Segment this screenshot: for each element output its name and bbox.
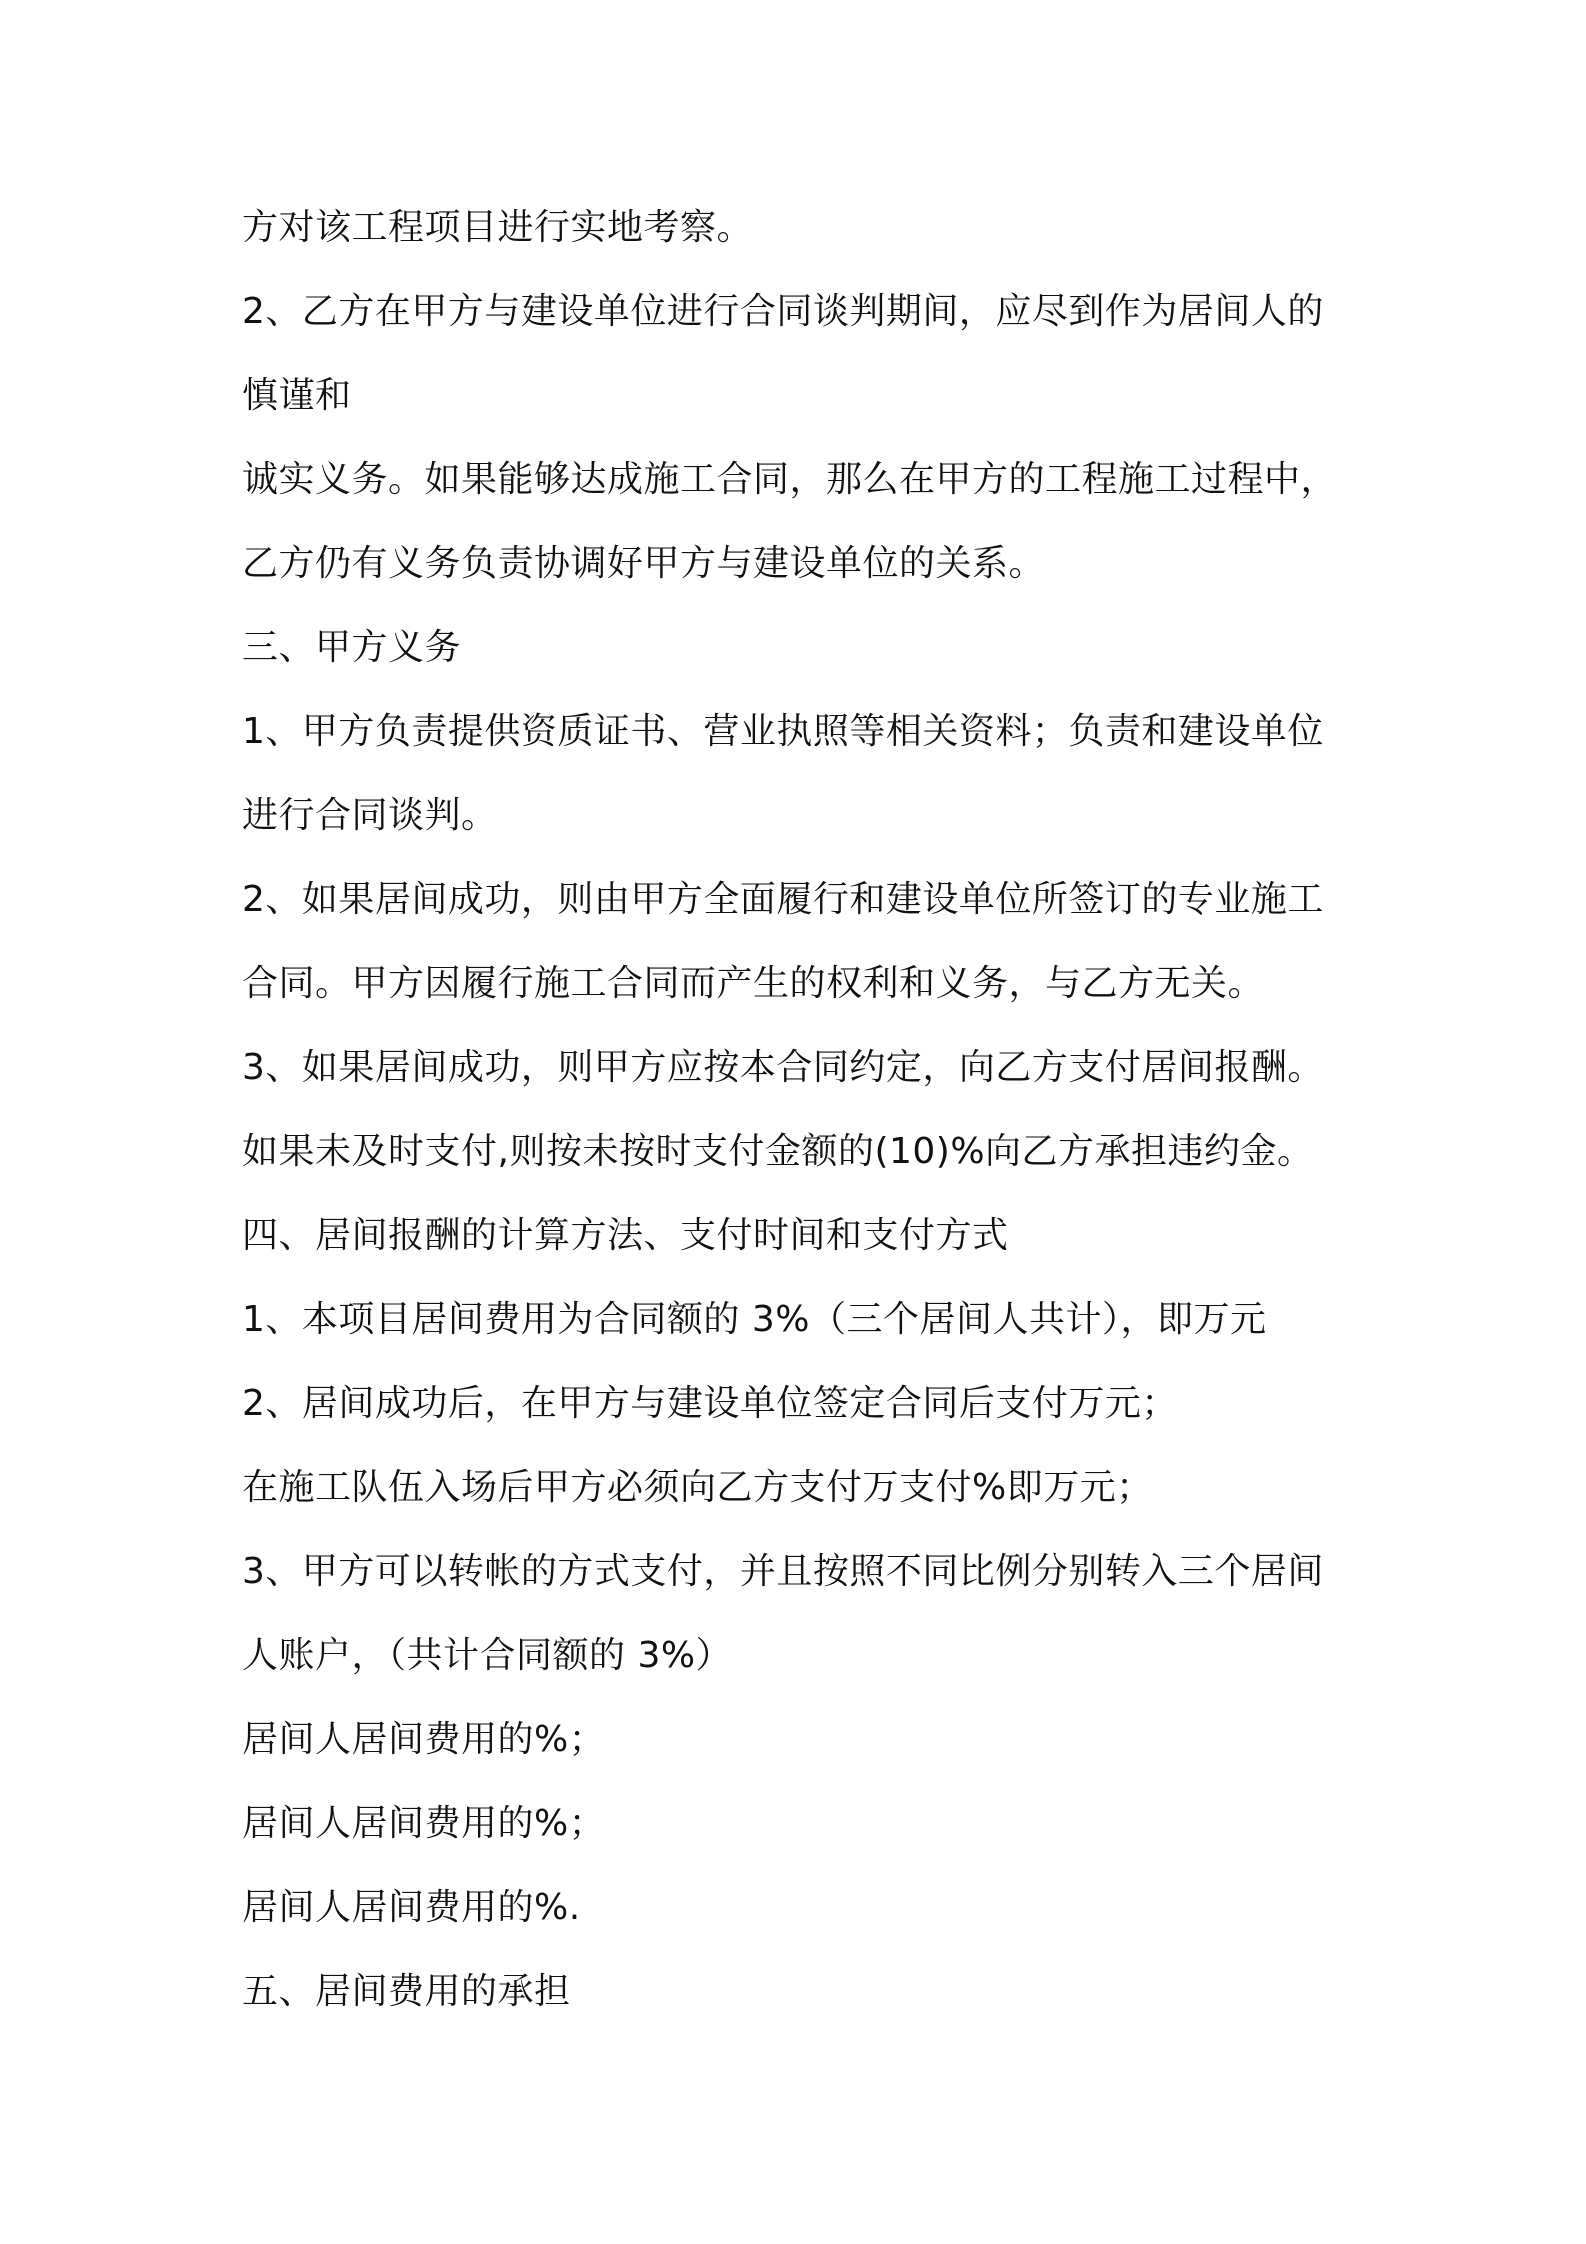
- paragraph-line: 2、乙方在甲方与建设单位进行合同谈判期间，应尽到作为居间人的: [242, 291, 1324, 332]
- paragraph-line: 2、如果居间成功，则由甲方全面履行和建设单位所签订的专业施工: [242, 879, 1324, 920]
- paragraph-line: 慎谨和: [242, 375, 352, 416]
- paragraph-line: 3、甲方可以转帐的方式支付，并且按照不同比例分别转入三个居间: [242, 1551, 1324, 1592]
- paragraph-line: 合同。甲方因履行施工合同而产生的权利和义务，与乙方无关。: [242, 963, 1265, 1004]
- paragraph-line: 居间人居间费用的%；: [242, 1719, 606, 1760]
- paragraph-line: 在施工队伍入场后甲方必须向乙方支付万支付%即万元；: [242, 1467, 1153, 1508]
- paragraph-line: 居间人居间费用的%.: [242, 1887, 581, 1928]
- paragraph-line: 诚实义务。如果能够达成施工合同，那么在甲方的工程施工过程中，: [242, 459, 1338, 500]
- section-heading: 三、甲方义务: [242, 627, 462, 668]
- paragraph-line: 1、本项目居间费用为合同额的 3%（三个居间人共计），即万元: [242, 1299, 1267, 1340]
- paragraph-line: 人账户，（共计合同额的 3%）: [242, 1635, 733, 1676]
- paragraph-line: 2、居间成功后，在甲方与建设单位签定合同后支付万元；: [242, 1383, 1178, 1424]
- section-heading: 五、居间费用的承担: [242, 1971, 571, 2012]
- paragraph-line: 3、如果居间成功，则甲方应按本合同约定，向乙方支付居间报酬。: [242, 1047, 1324, 1088]
- paragraph-line: 1、甲方负责提供资质证书、营业执照等相关资料；负责和建设单位: [242, 711, 1324, 752]
- paragraph-line: 居间人居间费用的%；: [242, 1803, 606, 1844]
- paragraph-line: 乙方仍有义务负责协调好甲方与建设单位的关系。: [242, 543, 1046, 584]
- paragraph-line: 方对该工程项目进行实地考察。: [242, 207, 754, 248]
- section-heading: 四、居间报酬的计算方法、支付时间和支付方式: [242, 1215, 1009, 1256]
- paragraph-line: 如果未及时支付,则按未按时支付金额的(10)%向乙方承担违约金。: [242, 1131, 1314, 1172]
- paragraph-line: 进行合同谈判。: [242, 795, 498, 836]
